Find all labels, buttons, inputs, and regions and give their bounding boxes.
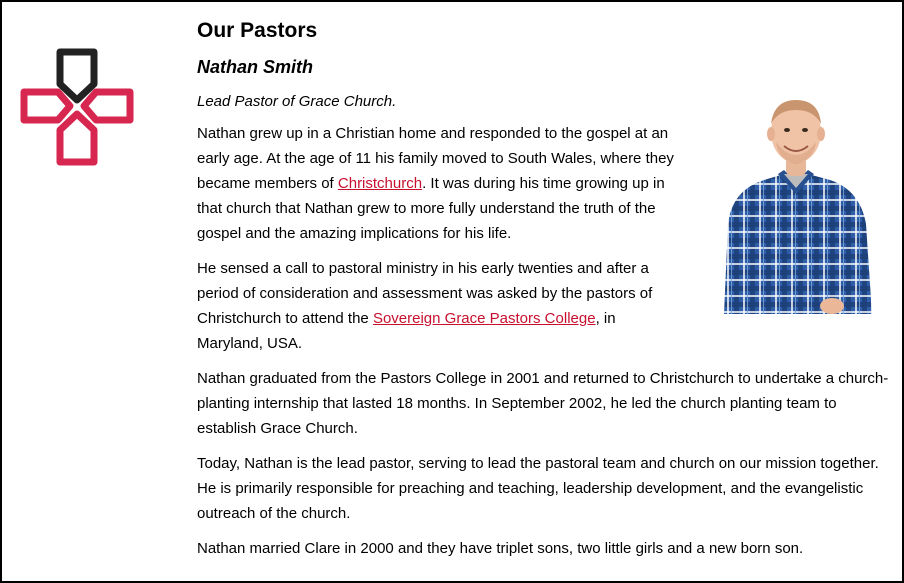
bio-paragraph-2 (197, 256, 682, 356)
bio-paragraph-1 (197, 121, 682, 246)
christchurch-link[interactable]: Christchurch (337, 175, 423, 192)
page-title: Our Pastors (197, 19, 318, 42)
pastor-name: Nathan Smith (197, 57, 314, 77)
bio-paragraph-5: Nathan married Clare in 2000 and they have triplet sons, two little girls and a new born son. (197, 540, 804, 557)
bio-p2-text-b: , in Maryland, USA. (197, 310, 616, 352)
bio-paragraph-4: Today, Nathan is the lead pastor, serving to lead the pastoral team and church on our mission together. He is primarily responsible for preaching and teaching, leadership development, and the evangelistic outreach of the church. (197, 455, 879, 522)
pastor-role: Lead Pastor of Grace Church. (197, 93, 397, 110)
pastors-college-link[interactable]: Sovereign Grace Pastors College (372, 310, 596, 327)
pastor-photo (718, 94, 874, 314)
bio-p1-text-a: Nathan grew up in a Christian home and responded to the gospel at an early age. At the age of 11 his family moved to South Wales, where they became members of (197, 125, 674, 192)
bio-paragraph-3: Nathan graduated from the Pastors College in 2001 and returned to Christchurch to undertake a church-planting internship that lasted 18 months. In September 2002, he led the church planting team to establish Grace Church. (197, 370, 889, 437)
bio-p1-text-b: . It was during his time growing up in that church that Nathan grew to more fully understand the truth of the gospel and the amazing implications for his life. (197, 175, 665, 242)
church-cross-logo-icon (18, 48, 136, 166)
bio-p2-text-a: He sensed a call to pastoral ministry in his early twenties and after a period of consideration and assessment was asked by the pastors of Christchurch to attend the (197, 260, 653, 327)
